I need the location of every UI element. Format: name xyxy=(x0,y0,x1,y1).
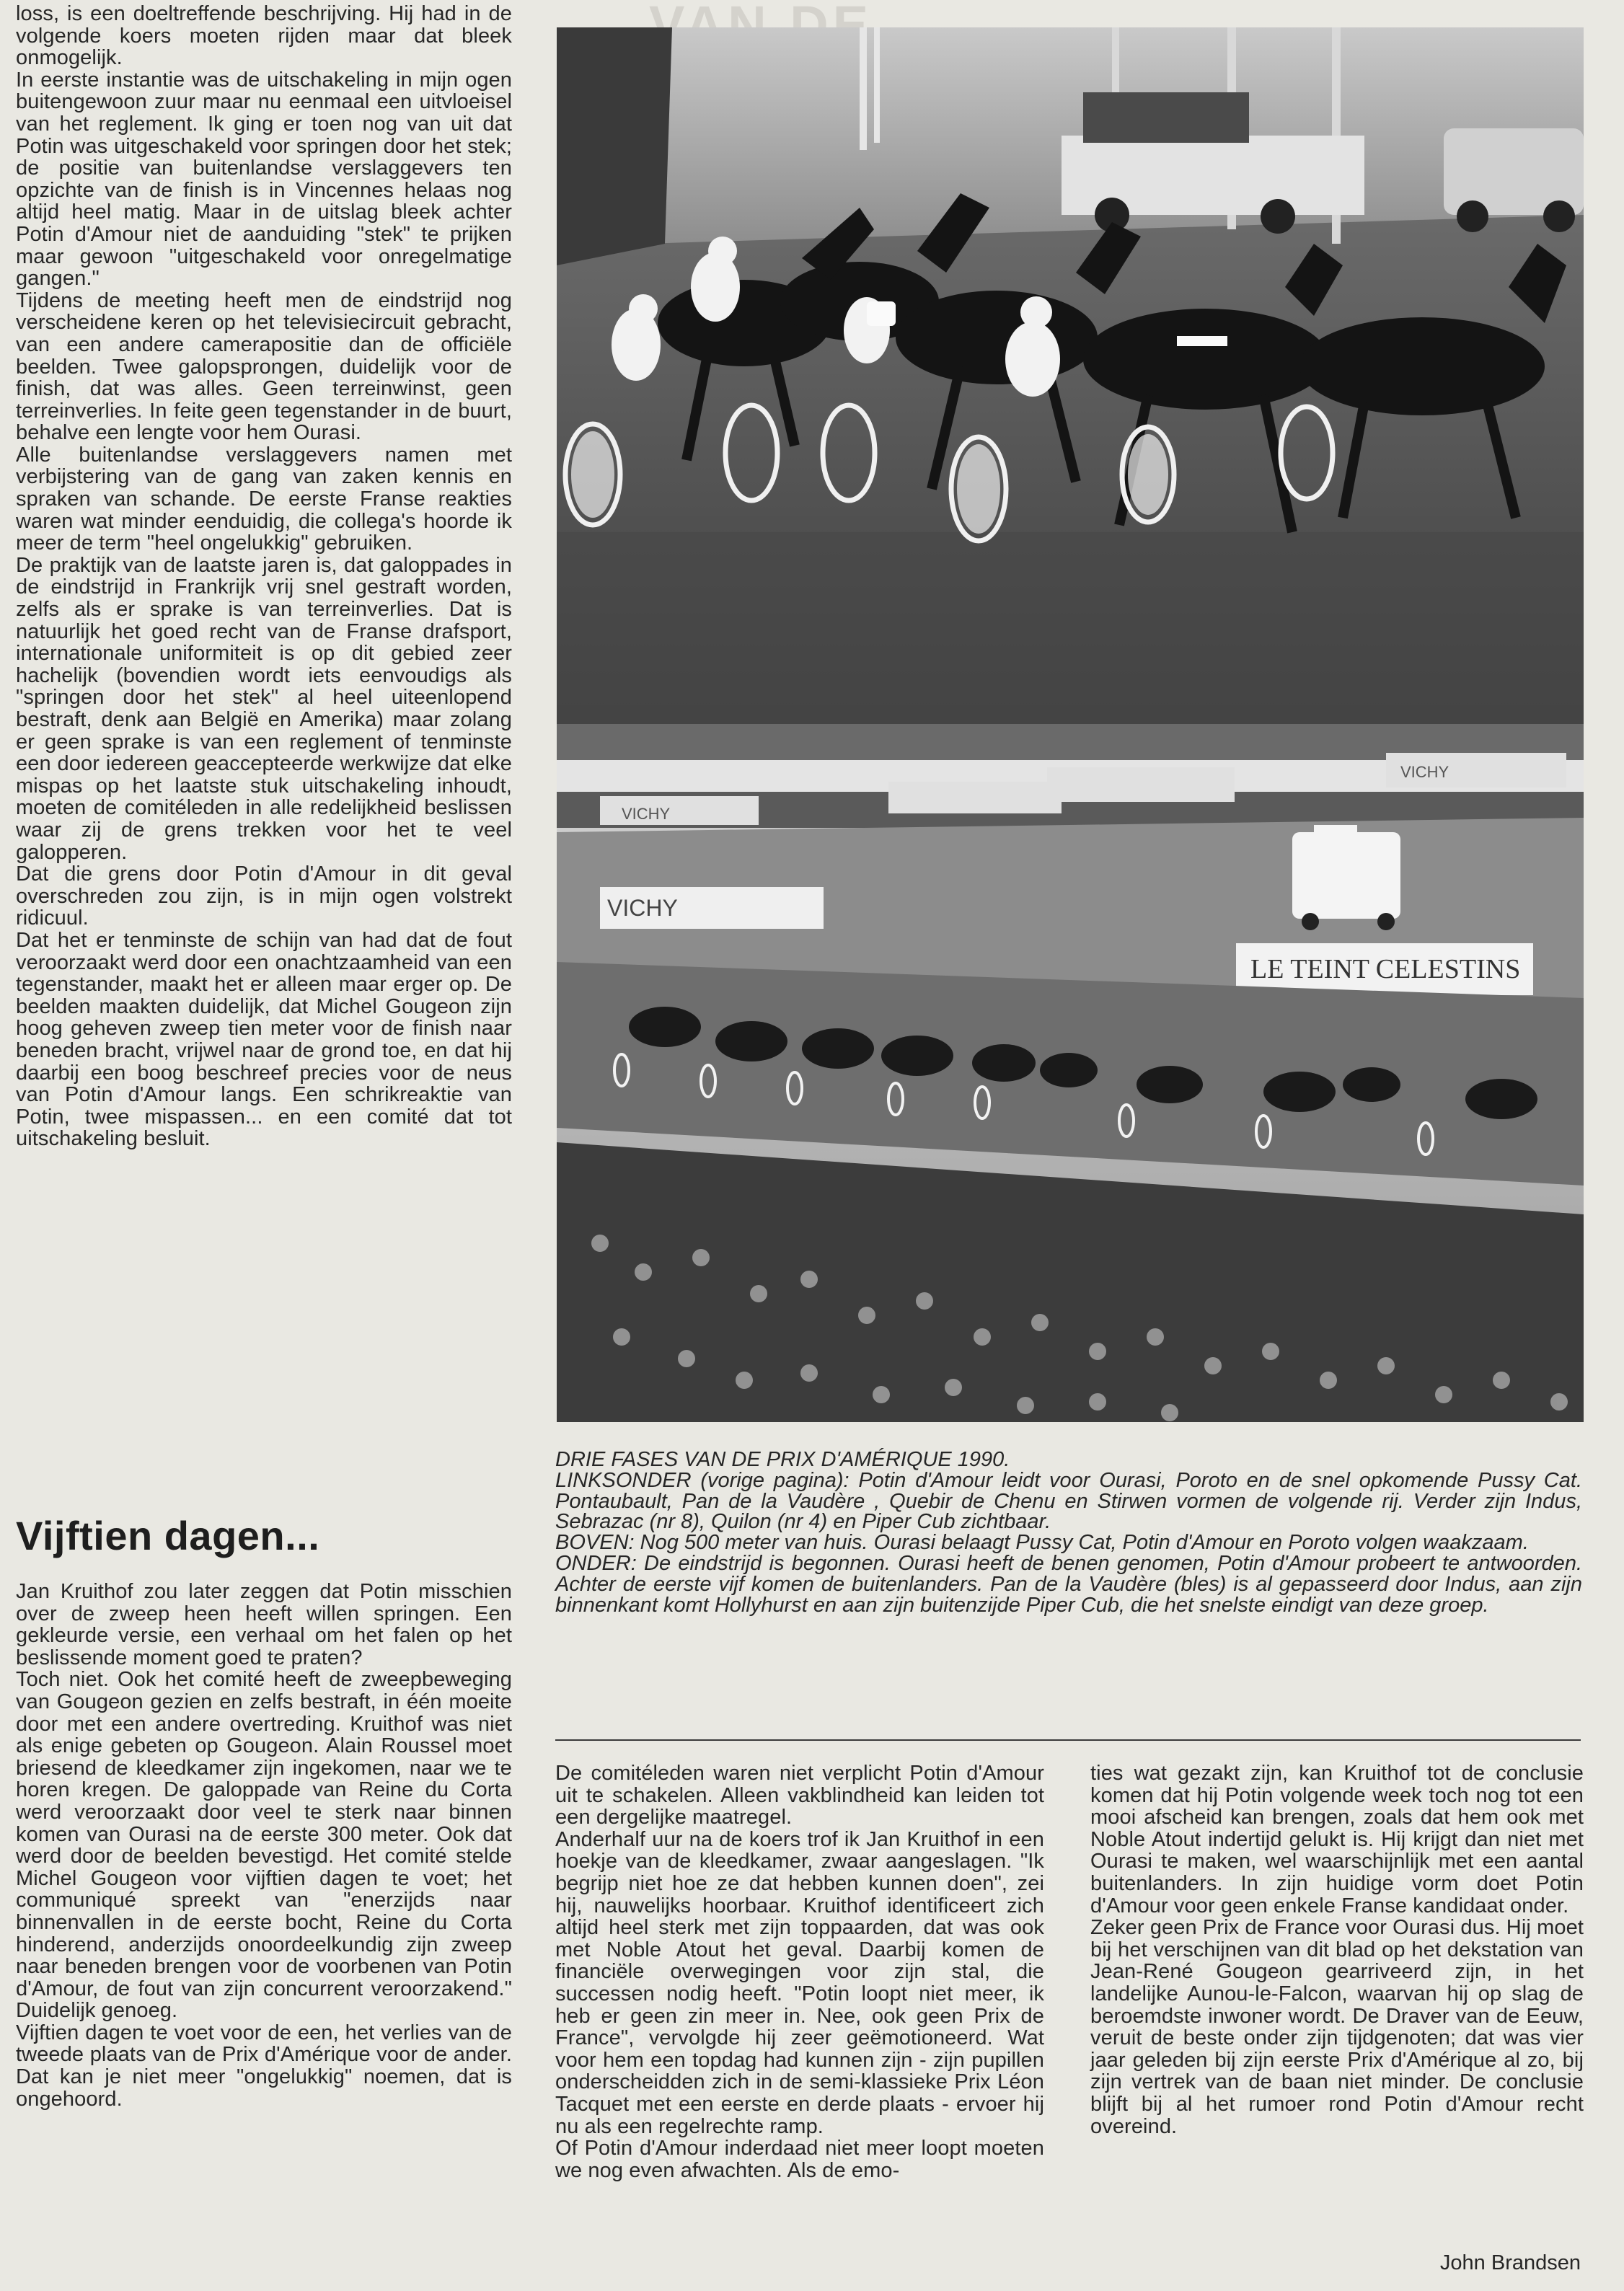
photo-race-top-image xyxy=(557,27,1584,724)
paragraph: Alle buitenlandse verslaggevers namen met verbijstering van de gang van zaken kennis en spraken van schande. De eerste Franse reakties waren wat minder eenduidig, die collega's hoorde ik meer de term "heel ongelukkig" gebruiken. xyxy=(16,443,512,555)
article-column-middle xyxy=(555,1762,1044,2181)
banner-text: VICHY xyxy=(622,805,671,823)
article-column-right xyxy=(1090,1762,1584,2137)
photo-caption xyxy=(555,1449,1582,1615)
section-heading: Vijftien dagen... xyxy=(16,1513,320,1558)
paragraph: ties wat gezakt zijn, kan Kruithof tot de conclusie komen dat hij Potin volgende week toch nog tot een mooi afscheid kan brengen, zoals dat hem ook met Noble Atout indertijd gelukt is. Hij krijgt dan niet met Ourasi te maken, wel waarschijnlijk met een aantal buitenlanders. In zijn huidige vorm doet Potin d'Amour voor geen enkele Franse kandidaat onder. xyxy=(1090,1762,1584,1917)
paragraph: De comitéleden waren niet verplicht Potin d'Amour uit te schakelen. Alleen vakblindheid kan leiden tot een dergelijke maatregel. xyxy=(555,1762,1044,1829)
banner-text: LE TEINT CELESTINS xyxy=(1250,954,1521,984)
caption-line: ONDER: De eindstrijd is begonnen. Ourasi heeft de benen genomen, Potin d'Amour probeert te antwoorden. Achter de eerste vijf komen de buitenlanders. Pan de la Vaudère (bles) is al gepasseerd door Indus, aan zijn binnenkant komt Hollyhurst en aan zijn buitenzijde Piper Cub, die het snelste eindigt van deze groep. xyxy=(555,1551,1582,1617)
paragraph: Jan Kruithof zou later zeggen dat Potin misschien over de zweep heen heeft willen springen. Een gekleurde versie, een verhaal om het falen op het beslissende moment goed te praten? xyxy=(16,1580,512,1669)
paragraph: De praktijk van de laatste jaren is, dat galoppades in de eindstrijd in Frankrijk vrij snel gestraft worden, zelfs als er sprake is van terreinverlies. Dat is natuurlijk het goed recht van de Franse drafsport, internationale uniformiteit is op dit gebied zeer hachelijk (bovendien wordt iets eenvoudigs als "springen door het stek" al heel uiteenlopend bestraft, denk aan België en Amerika) maar zolang er geen sprake is van een reglement of tenminste een door iedereen geaccepteerde werkwijze dat elke mispas op het laatste stuk uitschakeling inhoudt, moeten de comitéleden in alle redelijkheid beslissen waar zij de grens trekken voor het te veel galopperen. xyxy=(16,553,512,864)
banner-text: VICHY xyxy=(607,895,678,921)
caption-line: DRIE FASES VAN DE PRIX D'AMÉRIQUE 1990. xyxy=(555,1448,1010,1471)
paragraph: Tijdens de meeting heeft men de eindstrijd nog verscheidene keren op het televisiecircuit gebracht, van een andere camerapositie dan de officiële beelden. Twee galopsprongen, duidelijk voor de finish, dat was alles. Geen terreinwinst, geen terreinverlies. In feite geen tegenstander in de buurt, behalve een lengte voor hem Ourasi. xyxy=(16,288,512,445)
paragraph: In eerste instantie was de uitschakeling in mijn ogen buitengewoon zuur maar nu eenmaal een uitvloeisel van het reglement. Ik ging er toen nog van uit dat Potin was uitgeschakeld voor springen door het stek; de positie van buitenlandse verslaggevers ten opzichte van de finish is in Vincennes helaas nog altijd heel matig. Maar in de uitslag bleek achter Potin d'Amour niet de aanduiding "stek" te prijken maar gewoon "uitgeschakeld voor onregelmatige gangen." xyxy=(16,68,512,291)
paragraph: Vijftien dagen te voet voor de een, het verlies van de tweede plaats van de Prix d'Amérique voor de ander. Dat kan je niet meer "ongelukkig" noemen, dat is ongehoord. xyxy=(16,2021,512,2111)
photo-race-bottom xyxy=(557,724,1584,1422)
caption-line: BOVEN: Nog 500 meter van huis. Ourasi belaagt Pussy Cat, Potin d'Amour en Poroto volgen waakzaam. xyxy=(555,1531,1529,1555)
paragraph: loss, is een doeltreffende beschrijving. Hij had in de volgende koers moeten rijden maar dat bleek onmogelijk. xyxy=(16,2,512,70)
caption-line: LINKSONDER (vorige pagina): Potin d'Amour leidt voor Ourasi, Poroto en de snel opkomende Pussy Cat. Pontaubault, Pan de la Vaudère , Quebir de Chenu en Stirwen vormen de volgende rij. Verder zijn Indus, Sebrazac (nr 8), Quilon (nr 4) en Piper Cub zichtbaar. xyxy=(555,1468,1582,1534)
article-column-left-lower xyxy=(16,1581,512,2110)
paragraph: Dat die grens door Potin d'Amour in dit geval overschreden zou zijn, is in mijn ogen volstrekt ridicuul. xyxy=(16,862,512,930)
paragraph: Of Potin d'Amour inderdaad niet meer loopt moeten we nog even afwachten. Als de emo- xyxy=(555,2137,1044,2182)
author-byline: John Brandsen xyxy=(1439,2251,1581,2274)
paragraph: Toch niet. Ook het comité heeft de zweepbeweging van Gougeon gezien en zelfs bestraft, in één moeite door met een andere overtreding. Kruithof was niet als enige gebeten op Gougeon. Alain Roussel moet briesend de kleedkamer zijn ingekomen, naar we te horen kregen. De galoppade van Reine du Corta werd veroorzaakt door veel te sterk naar binnen komen van Ourasi na de eerste 300 meter. Ook dat werd door de beelden bevestigd. Het comité stelde Michel Gougeon voor vijftien dagen te voet; het communiqué spreekt van "enerzijds naar binnenvallen in de eerste bocht, Reine du Corta hinderend, anderzijds onoordeelkundig zijn zweep naar beneden brengen voor de voorbenen van Potin d'Amour, de fout van zijn concurrent veroorzakend." Duidelijk genoeg. xyxy=(16,1668,512,2023)
paragraph: Anderhalf uur na de koers trof ik Jan Kruithof in een hoekje van de kleedkamer, zwaar aangeslagen. "Ik begrijp niet hoe ze dat hebben kunnen doen", zei hij, nauwelijks hoorbaar. Kruithof identificeert zich altijd heel sterk met zijn toppaarden, dat was ook met Noble Atout het geval. Daarbij komen de financiële overwegingen voor zijn stal, die successen nodig heeft. "Potin loopt niet meer, ik heb er geen zin meer in. Nee, ook geen Prix de France", vervolgde hij zeer geëmotioneerd. Wat voor hem een topdag had kunnen zijn - zijn pupillen onderscheidden zich in de semi-klassieke Prix Léon Tacquet met een eerste en derde plaats - ervoer hij nu als een regelrechte ramp. xyxy=(555,1827,1044,2138)
photo-race-top xyxy=(557,27,1584,724)
photo-race-bottom-image xyxy=(557,724,1584,1422)
article-column-left xyxy=(16,3,512,1150)
horizontal-rule xyxy=(555,1739,1581,1741)
paragraph: Dat het er tenminste de schijn van had dat de fout veroorzaakt werd door een onachtzaamheid van een tegenstander, maakt het er alleen maar erger op. De beelden maakten duidelijk, dat Michel Gougeon zijn hoog geheven zweep tien meter voor de finish naar beneden bracht, vrijwel naar de grond toe, en dat hij daarbij een boog beschreef precies voor de neus van Potin d'Amour langs. Een schrikreaktie van Potin, twee mispassen... en een comité dat tot uitschakeling besluit. xyxy=(16,928,512,1151)
paragraph: Zeker geen Prix de France voor Ourasi dus. Hij moet bij het verschijnen van dit blad op het dekstation van Jean-René Gougeon gearriveerd zijn, in het landelijke Aunou-le-Falcon, waarvan hij op slag de beroemdste inwoner wordt. De Draver van de Eeuw, veruit de beste onder zijn tijdgenoten; dat was vier jaar geleden bij zijn eerste Prix d'Amérique al zo, bij zijn vertrek van de baan niet minder. De conclusie blijft bij al het rumoer rond Potin d'Amour recht overeind. xyxy=(1090,1916,1584,2138)
banner-text: VICHY xyxy=(1400,763,1449,781)
